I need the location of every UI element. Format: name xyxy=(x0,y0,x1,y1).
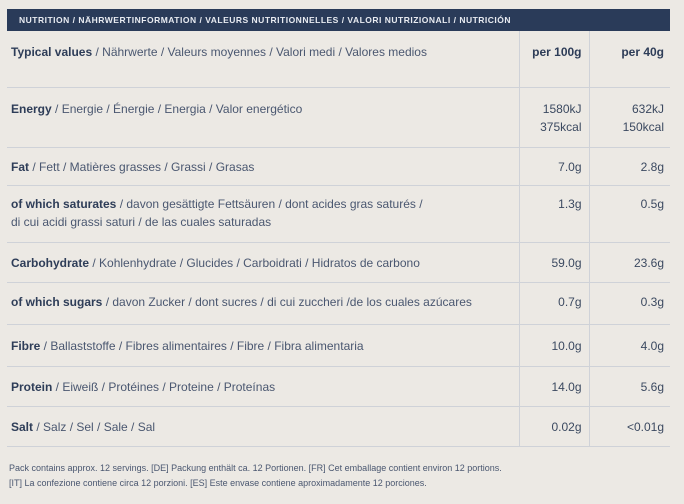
column-header-label-bold: Typical values xyxy=(11,45,93,59)
row-value-per40 xyxy=(589,406,670,446)
row-label-bold: of which saturates xyxy=(11,196,117,211)
row-label-bold: Carbohydrate xyxy=(11,255,90,270)
servings-footnote xyxy=(9,461,502,491)
table-row xyxy=(7,87,670,147)
row-value-per40-line1: 4.0g xyxy=(640,338,664,353)
row-label xyxy=(7,242,519,282)
nutrition-header xyxy=(7,9,670,31)
row-value-per40-line1: 0.3g xyxy=(640,294,664,309)
row-label-bold: of which sugars xyxy=(11,294,103,309)
row-label-rest: / Salz / Sel / Sale / Sal xyxy=(33,419,156,434)
column-header-per100-text: per 100g xyxy=(532,45,582,59)
table-row xyxy=(7,242,670,282)
row-label xyxy=(7,324,519,366)
row-label xyxy=(7,185,519,242)
row-value-per40 xyxy=(589,185,670,242)
row-value-per100 xyxy=(519,282,589,324)
row-value-per100 xyxy=(519,242,589,282)
row-value-per100-line1: 14.0g xyxy=(551,379,582,394)
row-value-per100-line1: 10.0g xyxy=(551,338,582,353)
row-label-bold: Salt xyxy=(11,419,34,434)
row-label xyxy=(7,282,519,324)
table-row xyxy=(7,282,670,324)
row-label-rest: / Kohlenhydrate / Glucides / Carboidrati / Hidratos de carbono xyxy=(89,255,420,270)
row-label-bold: Fat xyxy=(11,159,29,174)
row-value-per100 xyxy=(519,185,589,242)
table-row xyxy=(7,366,670,406)
row-label-bold: Protein xyxy=(11,379,53,394)
row-label-rest: / davon gesättigte Fettsäuren / dont acides gras saturés / xyxy=(116,196,423,211)
row-label-rest-line2: di cui acidi grassi saturi / de las cuales saturadas xyxy=(11,214,272,229)
row-value-per100-line1: 1580kJ xyxy=(542,101,582,116)
row-label-rest: / Fett / Matières grasses / Grassi / Grasas xyxy=(29,159,255,174)
row-value-per40-line1: 632kJ xyxy=(631,101,664,116)
row-label xyxy=(7,406,519,446)
row-value-per100 xyxy=(519,324,589,366)
row-value-per100 xyxy=(519,87,589,147)
row-value-per100 xyxy=(519,406,589,446)
row-value-per40 xyxy=(589,366,670,406)
row-value-per40-line1: 23.6g xyxy=(633,255,664,270)
row-value-per100-line1: 59.0g xyxy=(551,255,582,270)
table-row xyxy=(7,147,670,185)
column-header-per100 xyxy=(519,31,589,87)
row-value-per40 xyxy=(589,147,670,185)
row-label-bold: Energy xyxy=(11,101,52,116)
nutrition-header-title: NUTRITION / NÄHRWERTINFORMATION / VALEURS NUTRITIONNELLES / VALORI NUTRIZIONALI / NUTRICIÓN xyxy=(19,15,512,25)
row-label-rest: / davon Zucker / dont sucres / di cui zuccheri /de los cuales azúcares xyxy=(102,294,472,309)
row-value-per100 xyxy=(519,147,589,185)
nutrition-panel xyxy=(7,9,670,447)
table-row xyxy=(7,324,670,366)
column-header-per40-text: per 40g xyxy=(621,45,664,59)
column-header-label xyxy=(7,31,519,87)
row-value-per40 xyxy=(589,87,670,147)
row-value-per100-line2: 375kcal xyxy=(540,119,582,134)
nutrition-table xyxy=(7,31,670,447)
row-value-per40 xyxy=(589,282,670,324)
row-label-rest: / Eiweiß / Protéines / Proteine / Proteínas xyxy=(52,379,276,394)
servings-footnote-line1: Pack contains approx. 12 servings. [DE] Packung enthält ca. 12 Portionen. [FR] Cet emballage contient environ 12 portions. xyxy=(9,463,502,473)
row-label-bold: Fibre xyxy=(11,338,41,353)
row-value-per40-line1: 0.5g xyxy=(640,196,664,211)
column-header-per40 xyxy=(589,31,670,87)
row-label xyxy=(7,366,519,406)
column-header-label-rest: / Nährwerte / Valeurs moyennes / Valori medi / Valores medios xyxy=(92,45,427,59)
row-value-per40-line1: <0.01g xyxy=(626,419,664,434)
table-row xyxy=(7,406,670,446)
row-label-rest: / Energie / Énergie / Energia / Valor energético xyxy=(51,101,303,116)
row-value-per100-line1: 0.7g xyxy=(558,294,582,309)
table-header-row xyxy=(7,31,670,87)
row-label xyxy=(7,147,519,185)
row-value-per100-line1: 1.3g xyxy=(558,196,582,211)
row-value-per100-line1: 0.02g xyxy=(551,419,582,434)
row-value-per40-line2: 150kcal xyxy=(622,119,664,134)
row-value-per40 xyxy=(589,242,670,282)
row-value-per40 xyxy=(589,324,670,366)
row-label-rest: / Ballaststoffe / Fibres alimentaires / Fibre / Fibra alimentaria xyxy=(40,338,364,353)
row-value-per40-line1: 5.6g xyxy=(640,379,664,394)
row-value-per100-line1: 7.0g xyxy=(558,159,582,174)
row-value-per40-line1: 2.8g xyxy=(640,159,664,174)
row-label xyxy=(7,87,519,147)
row-value-per100 xyxy=(519,366,589,406)
table-row xyxy=(7,185,670,242)
servings-footnote-line2: [IT] La confezione contiene circa 12 porzioni. [ES] Este envase contiene aproximadamente 12 porciones. xyxy=(9,478,427,488)
